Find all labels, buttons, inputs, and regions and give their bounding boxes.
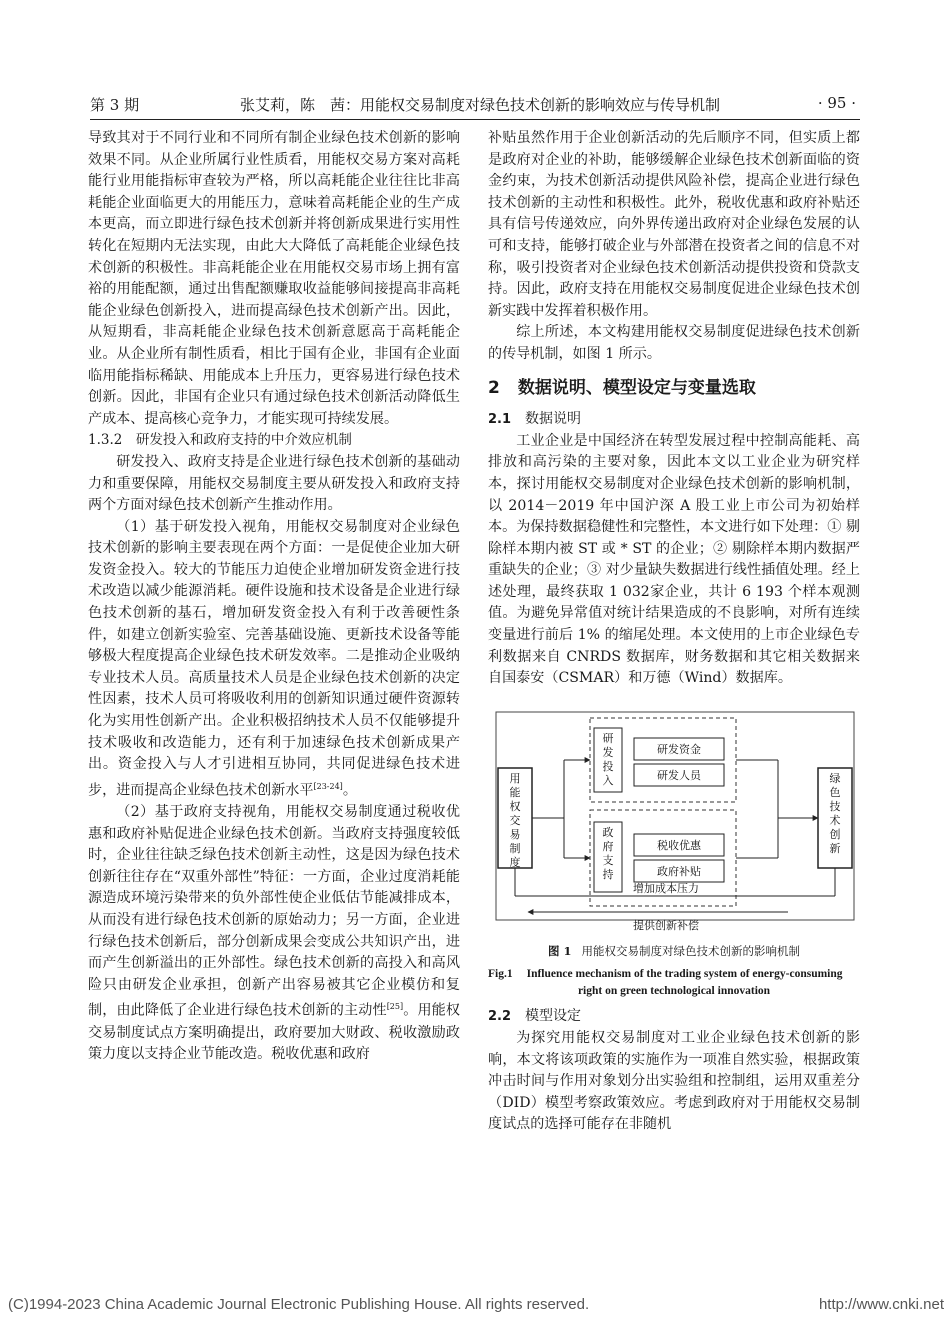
figure-caption-en-line1: Influence mechanism of the trading system of energy-consuming bbox=[526, 968, 843, 981]
cost-pressure-label: 增加成本压力 bbox=[633, 881, 699, 895]
paragraph: 为探究用能权交易制度对工业企业绿色技术创新的影响，本文将该项政策的实施作为一项准自然实验，根据政策冲击时间与作用对象划分出实验组和控制组，运用双重差分（DID）模型考察政策效应。考虑到政府对于用能权交易制度试点的选择可能存在非随机 bbox=[488, 1030, 860, 1133]
subsection-heading-2-2 bbox=[488, 1006, 860, 1028]
paragraph: 工业企业是中国经济在转型发展过程中控制高能耗、高排放和高污染的主要对象，因此本文以工业企业为研究样本，探讨用能权交易制度对企业绿色技术创新的影响机制，以 2014－2019 年中国沪深 A 股工业上市公司为初始样本。为保持数据稳健性和完整性，本文进行如下处理：① 剔除样本期内被 ST 或 * ST 的企业；② 剔除样本期内数据严重缺失的企业；③ 对少量缺失数据进行线性插值处理。经上述处理，最终获取 1 032家企业，共计 6 193 个样本观测值。为避免异常值对统计结果造成的不良影响，对所有连续变量进行前后 1% 的缩尾处理。本文使用的上市企业绿色专利数据来自 CNRDS 数据库，财务数据和其它相关数据来自国泰安（CSMAR）和万德（Wind）数据库。 bbox=[488, 432, 860, 687]
paragraph: 研发投入、政府支持是企业进行绿色技术创新的基础动力和重要保障，用能权交易制度主要从研发投入和政府支持两个方面对绿色技术创新产生推动作用。 bbox=[88, 453, 460, 514]
figure-label-en: Fig.1 bbox=[488, 968, 513, 981]
innovation-compensation-label: 提供创新补偿 bbox=[633, 918, 699, 932]
green-innovation-label: 绿色技术创新 bbox=[829, 771, 841, 855]
citation[interactable]: [23-24] bbox=[313, 781, 343, 791]
paragraph-text: （2）基于政府支持视角，用能权交易制度通过税收优惠和政府补贴促进企业绿色技术创新。当政府支持强度较低时，企业往往缺乏绿色技术创新主动性，这是因为绿色技术创新往往存在“双重外部性”特征：一方面，企业过度消耗能源造成环境污染带来的负外部性使企业低估节能减排成本，从而没有进行绿色技术创新的原始动力；另一方面，企业进行绿色技术创新后，部分创新成果会变成公共知识产出，进而产生创新溢出的正外部性。绿色技术创新的高投入和高风险只由研发企业承担，创新产出容易被其它企业模仿和复制，由此降低了企业进行绿色技术创新的主动性 bbox=[88, 804, 460, 1020]
section-title: 数据说明、模型设定与变量选取 bbox=[517, 377, 756, 398]
left-column bbox=[88, 128, 460, 1066]
section-heading-2 bbox=[488, 378, 860, 400]
rd-label: 研发投入 bbox=[602, 731, 614, 787]
header-rule bbox=[90, 119, 860, 120]
diagram-svg bbox=[488, 702, 860, 937]
right-column bbox=[488, 128, 860, 1136]
section-number: 2 bbox=[488, 377, 500, 398]
figure-label: 图 1 bbox=[547, 943, 572, 958]
running-header bbox=[90, 90, 860, 118]
citation[interactable]: [25] bbox=[386, 1002, 404, 1012]
subsidy-label: 政府补贴 bbox=[657, 864, 701, 878]
subsection-number: 2.2 bbox=[488, 1009, 512, 1025]
mechanism-diagram bbox=[488, 702, 860, 937]
subsection-heading-2-1 bbox=[488, 409, 860, 431]
copyright-footer bbox=[8, 1296, 948, 1313]
subsection-heading-1-3-2: 1.3.2 研发投入和政府支持的中介效应机制 bbox=[88, 432, 352, 449]
cnki-link[interactable]: http://www.cnki.net bbox=[818, 1296, 944, 1313]
figure-caption-cn bbox=[488, 941, 860, 963]
rd-staff-label: 研发人员 bbox=[657, 768, 701, 782]
subsection-number: 2.1 bbox=[488, 412, 512, 428]
figure-caption-text: 用能权交易制度对绿色技术创新的影响机制 bbox=[581, 943, 800, 958]
paragraph bbox=[88, 517, 460, 802]
subsection-title: 模型设定 bbox=[525, 1008, 582, 1025]
paragraph bbox=[88, 802, 460, 1066]
paragraph-text: （1）基于研发投入视角，用能权交易制度对企业绿色技术创新的影响主要表现在两个方面：一是促使企业加大研发资金投入。较大的节能压力迫使企业增加研发资金进行技术改造以减少能源消耗。硬件设施和技术设备是企业进行绿色技术创新的基石，增加研发资金投入有利于改善硬性条件，如建立创新实验室、完善基础设施、更新技术设备等能够极大程度提高企业绿色技术研发效率。二是推动企业吸纳专业技术人员。高质量技术人员是企业绿色技术创新的决定性因素，技术人员可将吸收利用的创新知识通过硬件资源转化为实用性创新产出。企业积极招纳技术人员不仅能够提升技术吸收和改造能力，还有利于加速绿色技术创新成果产出。资金投入与人才引进相互协同，共同促进绿色技术进步，进而提高企业绿色技术创新水平 bbox=[88, 518, 460, 799]
paragraph: 补贴虽然作用于企业创新活动的先后顺序不同，但实质上都是政府对企业的补助，能够缓解企业绿色技术创新面临的资金约束，为技术创新活动提供风险补偿，提高企业进行绿色技术创新的主动性和积极性。此外，税收优惠和政府补贴还具有信号传递效应，向外界传递出政府对企业绿色发展的认可和支持，能够打破企业与外部潜在投资者之间的信息不对称，吸引投资者对企业绿色技术创新活动提供投资和贷款支持。因此，政府支持在用能权交易制度促进企业绿色技术创新实践中发挥着积极作用。 bbox=[488, 130, 860, 319]
paragraph-text: 。用能权交易制度试点方案明确提出，政府要加大财政、税收激励政策力度以支持企业节能改造。税收优惠和政府 bbox=[88, 1003, 461, 1063]
copyright-text: (C)1994-2023 China Academic Journal Electronic Publishing House. All rights reserved. bbox=[8, 1296, 590, 1313]
trading-system-label: 用能权交易制度 bbox=[509, 771, 521, 869]
punctuation: 。 bbox=[342, 782, 357, 799]
page-number: · 95 · bbox=[817, 94, 856, 112]
figure-caption-en-line2: right on green technological innovation bbox=[577, 985, 771, 998]
figure-caption-en bbox=[488, 966, 860, 1000]
paragraph: 导致其对于不同行业和不同所有制企业绿色技术创新的影响效果不同。从企业所属行业性质看，用能权交易方案对高耗能行业用能指标审查较为严格，所以高耗能企业往往比非高耗能企业面临更大的用能压力，意味着高耗能企业的生产成本更高，而立即进行绿色技术创新并将创新成果进行实用性转化在短期内无法实现，由此大大降低了高耗能企业绿色技术创新的积极性。非高耗能企业在用能权交易市场上拥有富裕的用能配额，通过出售配额赚取收益能够间接提高非高耗能企业绿色创新投入，进而提高绿色技术创新产出。因此，从短期看，非高耗能企业绿色技术创新意愿高于高耗能企业。从企业所有制性质看，相比于国有企业，非国有企业面临用能指标稀缺、用能成本上升压力，更容易进行绿色技术创新。因此，非国有企业只有通过绿色技术创新活动降低生产成本、提高核心竞争力，才能实现可持续发展。 bbox=[88, 130, 460, 427]
paragraph: 综上所述，本文构建用能权交易制度促进绿色技术创新的传导机制，如图 1 所示。 bbox=[488, 324, 860, 362]
rd-funds-label: 研发资金 bbox=[657, 742, 701, 756]
gov-label: 政府支持 bbox=[602, 825, 614, 881]
subsection-title: 数据说明 bbox=[525, 411, 582, 428]
tax-label: 税收优惠 bbox=[657, 838, 701, 852]
issue-number: 第 3 期 bbox=[90, 96, 140, 114]
running-title: 张艾莉，陈 茜：用能权交易制度对绿色技术创新的影响效应与传导机制 bbox=[240, 96, 721, 114]
